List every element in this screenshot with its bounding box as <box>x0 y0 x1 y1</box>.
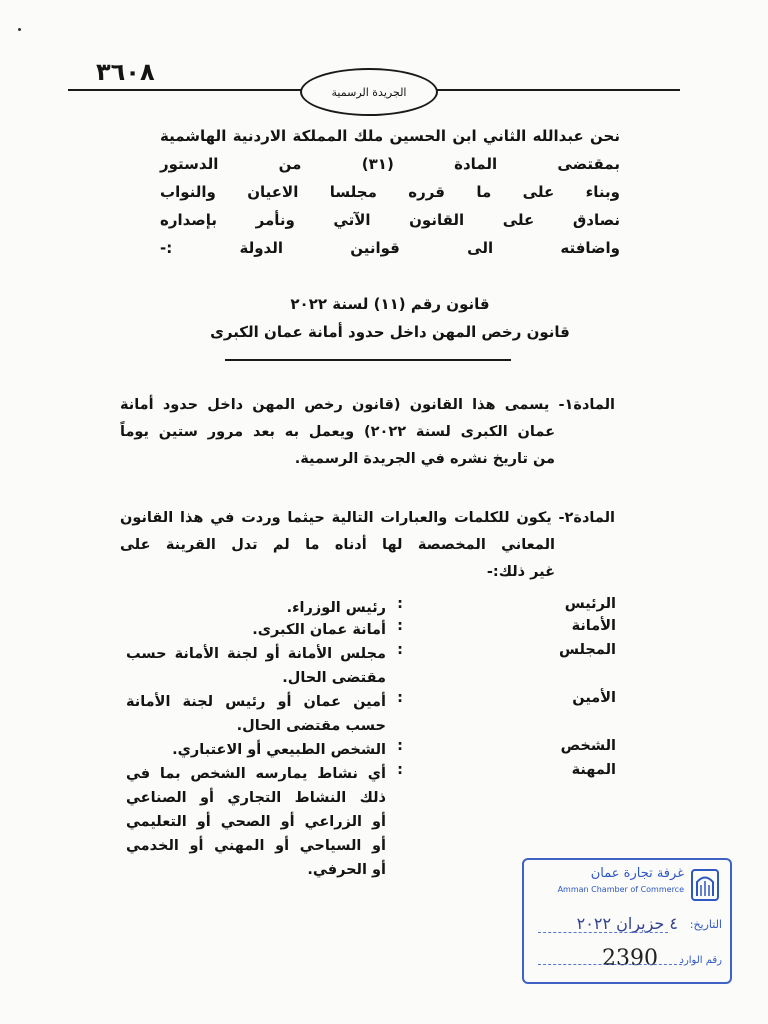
gazette-oval-label <box>300 68 438 116</box>
definition-line: أو الحرفي. <box>307 862 386 878</box>
definition-text <box>126 618 386 642</box>
definition-term: الأمانة <box>571 618 616 634</box>
definition-text <box>126 690 386 738</box>
stamp-date-label: التاريخ: <box>689 918 722 931</box>
scan-speck <box>18 28 21 31</box>
article-2-line: المادة٢- يكون للكلمات والعبارات التالية حيثما وردت في هذا القانون <box>120 510 615 526</box>
definition-colon: : <box>397 642 403 658</box>
definition-text <box>126 642 386 690</box>
article-1-line: المادة١- يسمى هذا القانون (قانون رخص المهن داخل حدود أمانة <box>120 397 615 413</box>
definition-line: أمانة عمان الكبرى. <box>252 622 386 638</box>
definition-term: المهنة <box>571 762 616 778</box>
preamble-line: واضافته الى قوانين الدولة :- <box>160 239 620 257</box>
definition-line: مقتضى الحال. <box>282 670 386 686</box>
definition-line: مجلس الأمانة أو لجنة الأمانة حسب <box>126 646 386 662</box>
page-number: ٣٦٠٨ <box>96 58 155 86</box>
definition-colon: : <box>397 738 403 754</box>
law-name: قانون رخص المهن داخل حدود أمانة عمان الكبرى <box>210 323 570 341</box>
article-1-line: عمان الكبرى لسنة ٢٠٢٢) ويعمل به بعد مرور ستين يوماً <box>120 424 555 440</box>
preamble-line: نحن عبدالله الثاني ابن الحسين ملك المملكة الاردنية الهاشمية <box>160 127 620 145</box>
definition-term: الأمين <box>572 690 616 706</box>
definition-colon: : <box>397 690 403 706</box>
preamble-line: بمقتضى المادة (٣١) من الدستور <box>160 155 620 173</box>
article-2-line: المعاني المخصصة لها أدناه ما لم تدل القرينة على <box>120 537 555 553</box>
stamp-name-english: Amman Chamber of Commerce <box>557 885 684 894</box>
law-number: قانون رقم (١١) لسنة ٢٠٢٢ <box>290 295 490 313</box>
stamp-number-value: 2390 <box>602 946 658 971</box>
definition-colon: : <box>397 762 403 778</box>
article-2 <box>120 505 615 586</box>
article-1 <box>120 392 615 473</box>
definition-text <box>126 596 386 620</box>
stamp-name-arabic: غرفة تجارة عمان <box>590 866 684 881</box>
definition-line: رئيس الوزراء. <box>286 600 386 616</box>
definition-line: أي نشاط يمارسه الشخص بما في <box>126 766 386 782</box>
gazette-label: الجريدة الرسمية <box>331 85 407 99</box>
definition-line: أمين عمان أو رئيس لجنة الأمانة <box>126 694 386 710</box>
article-2-line: غير ذلك:- <box>486 564 555 580</box>
definition-line: أو الزراعي أو الصحي أو التعليمي <box>126 814 386 830</box>
definition-term: المجلس <box>558 642 616 658</box>
preamble <box>160 122 620 262</box>
stamp-number-label: رقم الوارد <box>679 955 722 966</box>
preamble-line: وبناء على ما قرره مجلسا الاعيان والنواب <box>160 183 620 201</box>
title-underline <box>225 359 511 361</box>
stamp-date-line <box>538 932 668 933</box>
article-1-line: من تاريخ نشره في الجريدة الرسمية. <box>294 451 555 467</box>
definition-text <box>126 762 386 882</box>
stamp-date-value: ٤ حزيران ٢٠٢٢ <box>576 914 678 933</box>
definition-colon: : <box>397 618 403 634</box>
definition-term: الرئيس <box>564 596 616 612</box>
definition-line: ذلك النشاط التجاري أو الصناعي <box>126 790 386 806</box>
definition-line: حسب مقتضى الحال. <box>236 718 386 734</box>
definition-colon: : <box>397 596 403 612</box>
law-title <box>160 290 620 346</box>
received-stamp <box>522 858 732 984</box>
stamp-number-line <box>538 964 682 965</box>
definition-term: الشخص <box>560 738 616 754</box>
chamber-logo-icon <box>690 868 720 902</box>
definition-text <box>126 738 386 762</box>
preamble-line: نصادق على القانون الآتي ونأمر بإصداره <box>160 211 620 229</box>
definition-line: أو السياحي أو المهني أو الخدمي <box>126 838 386 854</box>
definition-line: الشخص الطبيعي أو الاعتباري. <box>172 742 386 758</box>
